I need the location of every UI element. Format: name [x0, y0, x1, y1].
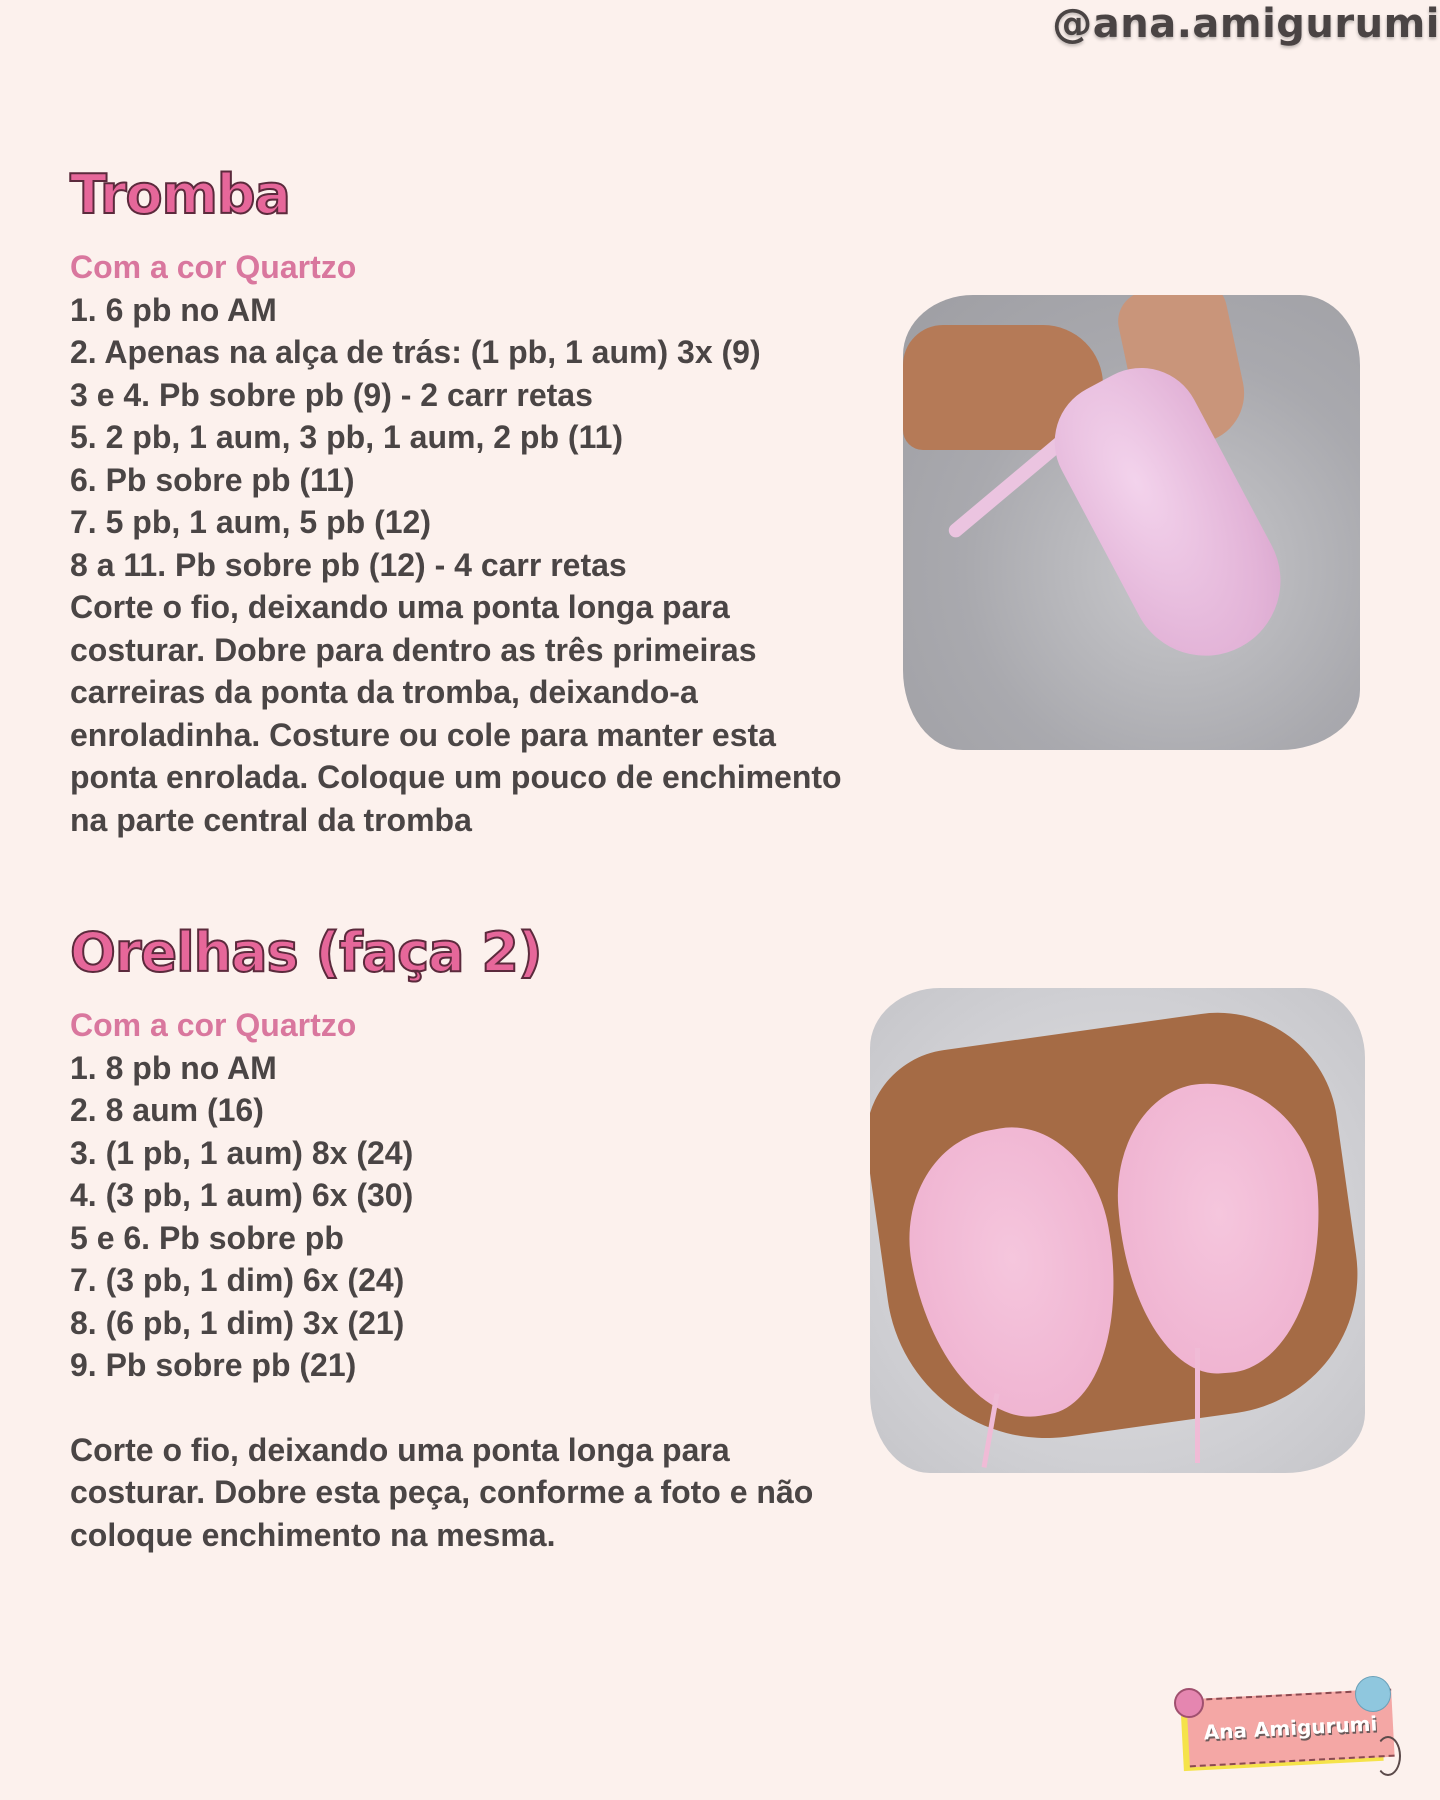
paragraph-line: costurar. Dobre para dentro as três primeiras	[70, 631, 757, 668]
brand-logo	[1170, 1676, 1400, 1776]
paragraph-line: carreiras da ponta da tromba, deixando-a	[70, 674, 698, 710]
steps-list	[70, 1047, 813, 1387]
paragraph-line: enroladinha. Costure ou cole para manter esta	[70, 716, 776, 753]
step-item: 3 e 4. Pb sobre pb (9) - 2 carr retas	[70, 376, 593, 413]
yarn-ball-icon	[1355, 1676, 1391, 1712]
paragraph-line: ponta enrolada. Coloque um pouco de enchimento	[70, 759, 842, 795]
step-item: 7. (3 pb, 1 dim) 6x (24)	[70, 1262, 405, 1298]
step-item: 5. 2 pb, 1 aum, 3 pb, 1 aum, 2 pb (11)	[70, 419, 624, 455]
color-subtitle: Com a cor Quartzo	[70, 249, 357, 285]
instructions-paragraph	[70, 1429, 813, 1557]
step-item: 9. Pb sobre pb (21)	[70, 1347, 357, 1383]
instructions-paragraph	[70, 586, 842, 841]
step-item: 1. 6 pb no AM	[70, 291, 277, 328]
step-item: 6. Pb sobre pb (11)	[70, 461, 355, 498]
ears-photo	[870, 988, 1365, 1473]
instagram-handle: @ana.amigurumi	[1052, 1, 1440, 47]
step-item: 7. 5 pb, 1 aum, 5 pb (12)	[70, 504, 431, 540]
step-item: 2. 8 aum (16)	[70, 1092, 264, 1128]
yarn-strand	[1195, 1348, 1200, 1463]
section-tromba	[70, 160, 842, 841]
sewing-button-icon	[1174, 1688, 1204, 1718]
step-item: 4. (3 pb, 1 aum) 6x (30)	[70, 1177, 414, 1213]
logo-text: Ana Amigurumi	[1203, 1711, 1378, 1745]
scissors-icon	[1375, 1736, 1401, 1776]
step-item: 2. Apenas na alça de trás: (1 pb, 1 aum) 3x (9)	[70, 334, 761, 370]
paragraph-line: Corte o fio, deixando uma ponta longa para	[70, 589, 730, 625]
section-orelhas	[70, 918, 813, 1556]
step-item: 8. (6 pb, 1 dim) 3x (21)	[70, 1304, 405, 1341]
crochet-trunk	[1034, 347, 1307, 682]
paragraph-line: costurar. Dobre esta peça, conforme a foto e não	[70, 1474, 814, 1510]
paragraph-line: Corte o fio, deixando uma ponta longa para	[70, 1431, 730, 1468]
step-item: 1. 8 pb no AM	[70, 1049, 277, 1086]
paragraph-line: coloque enchimento na mesma.	[70, 1516, 556, 1553]
section-title: Orelhas (faça 2)	[70, 921, 542, 984]
step-item: 5 e 6. Pb sobre pb	[70, 1219, 344, 1256]
steps-list	[70, 289, 842, 587]
trunk-photo	[903, 295, 1360, 750]
step-item: 3. (1 pb, 1 aum) 8x (24)	[70, 1134, 414, 1171]
section-title: Tromba	[70, 163, 290, 226]
paragraph-line: na parte central da tromba	[70, 801, 472, 838]
color-subtitle: Com a cor Quartzo	[70, 1007, 357, 1043]
step-item: 8 a 11. Pb sobre pb (12) - 4 carr retas	[70, 546, 627, 583]
